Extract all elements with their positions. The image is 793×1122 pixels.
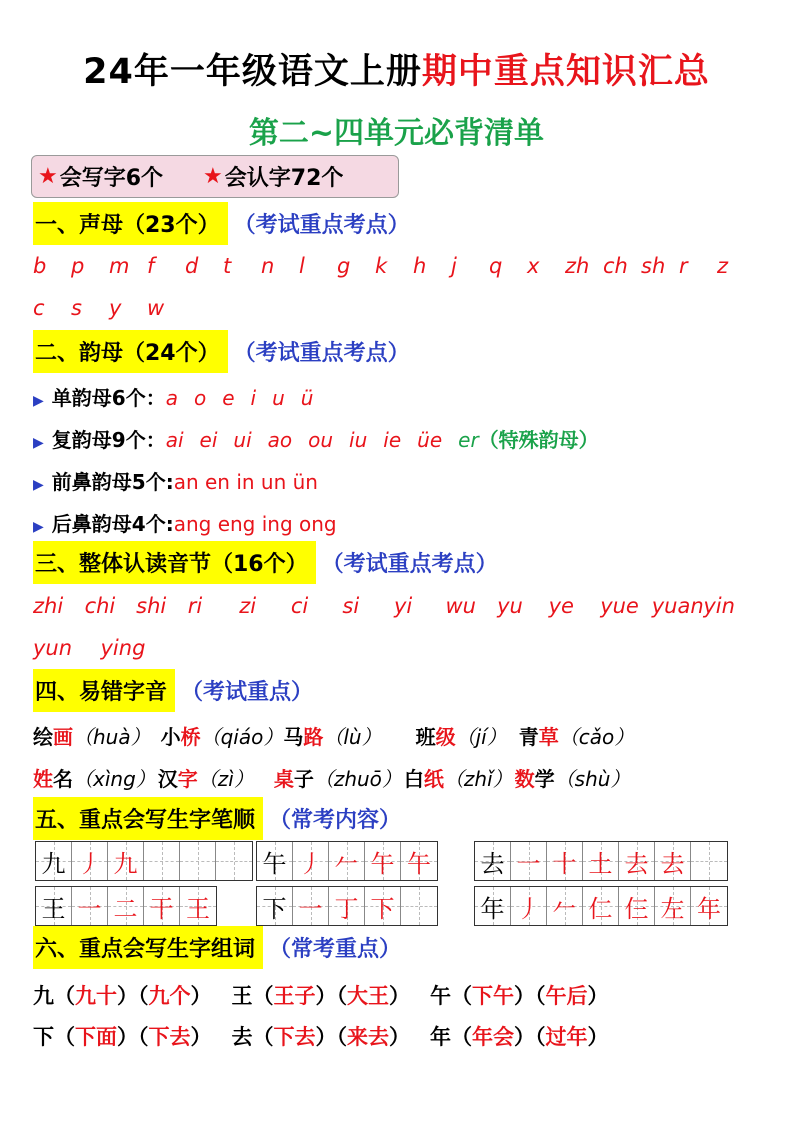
grid-cell [36, 887, 72, 925]
pinyin-item: yun [33, 636, 73, 660]
grid-cell [547, 887, 583, 925]
pinyin-item: n [261, 254, 275, 278]
final-item: üe [417, 428, 443, 452]
pinyin-item: yuan [651, 594, 704, 618]
grid-stroke: 丿 [77, 849, 102, 878]
page-subtitle: 第二~四单元必背清单 [248, 116, 545, 151]
grid-cell [108, 887, 144, 925]
word-char: 王 [231, 984, 253, 1008]
final-item: ai [165, 428, 184, 452]
pinyin-item: ch [603, 254, 628, 278]
word: 过年 [545, 1025, 588, 1049]
errors-line-1 [33, 721, 634, 750]
word-char: 去 [231, 1025, 253, 1049]
error-item [404, 763, 513, 792]
final-item: ü [300, 386, 314, 410]
grid-stroke: 一 [77, 894, 102, 923]
pinyin-item: ye [548, 594, 574, 618]
section-note: （考试重点考点） [321, 552, 498, 577]
grid-cell [475, 842, 511, 880]
word: 下午 [472, 984, 514, 1008]
word-char: 九 [33, 984, 54, 1008]
stroke-grid-qu [474, 841, 728, 881]
grid-cell [401, 887, 437, 925]
initials-line-2 [33, 296, 185, 320]
grid-stroke: 年 [697, 894, 721, 923]
grid-cell [655, 887, 691, 925]
error-pinyin: （huà） [73, 725, 151, 749]
pinyin-item: r [679, 254, 688, 278]
final-item: ei [199, 428, 218, 452]
paren: （ [535, 984, 546, 1008]
error-item [33, 763, 156, 792]
grid-stroke: 下 [370, 894, 395, 923]
paren: （ [535, 1025, 546, 1049]
star-icon: ★ [203, 164, 223, 189]
stroke-grid-nian [474, 886, 728, 926]
error-item [515, 763, 631, 792]
pinyin-item: chi [84, 594, 116, 618]
pinyin-item: yin [703, 594, 735, 618]
section-note: （常考重点） [269, 937, 402, 962]
word-group [232, 1021, 411, 1051]
error-char-highlight: 路 [303, 725, 324, 749]
pinyin-item: ying [100, 636, 146, 660]
error-char-highlight: 级 [435, 725, 456, 749]
grid-stroke: 去 [624, 849, 649, 878]
grid-cell [401, 842, 437, 880]
grid-cell [36, 842, 72, 880]
error-pinyin: （cǎo） [558, 725, 635, 749]
final-item: i [250, 386, 257, 410]
grid-stroke: 𠂉 [334, 849, 359, 878]
initials-line-1 [33, 254, 755, 278]
error-pinyin: （zhuō） [313, 767, 402, 791]
pinyin-item: y [109, 296, 122, 320]
grid-stroke: 丿 [298, 849, 323, 878]
final-item: ao [267, 428, 293, 452]
paren: ） [315, 1025, 337, 1049]
syllables-line-2 [33, 636, 168, 660]
error-char-highlight: 草 [538, 725, 559, 749]
paren: ） [315, 984, 337, 1008]
paren: ） [587, 984, 609, 1008]
paren: （ [252, 1025, 274, 1049]
page-title [0, 44, 793, 94]
finals-front-label: 前鼻韵母5个: [51, 470, 174, 494]
grid-char: 九 [41, 849, 66, 878]
stroke-grid-wang [35, 886, 217, 926]
finals-simple-values [166, 386, 330, 410]
grid-stroke: 午 [370, 849, 395, 878]
grid-cell [329, 842, 365, 880]
finals-front-nasal [33, 466, 318, 495]
error-char-highlight: 数 [514, 767, 535, 791]
word: 午后 [545, 984, 588, 1008]
word: 年会 [472, 1025, 514, 1049]
word-group [430, 1021, 609, 1051]
grid-cell [547, 842, 583, 880]
grid-cell [108, 842, 144, 880]
grid-cell [293, 842, 329, 880]
section-note: （考试重点考点） [233, 213, 410, 238]
pinyin-item: k [375, 254, 388, 278]
error-char-highlight: 画 [53, 725, 73, 749]
errors-line-2 [33, 763, 630, 792]
triangle-bullet-icon: ▶ [33, 519, 44, 535]
error-char: 名 [53, 767, 73, 791]
error-pinyin: （xìng） [73, 767, 156, 791]
final-item: a [165, 386, 178, 410]
error-char-highlight: 桥 [180, 725, 201, 749]
error-item [283, 721, 381, 750]
pinyin-item: z [717, 254, 729, 278]
grid-stroke: 仨 [624, 894, 649, 923]
pinyin-item: si [342, 594, 360, 618]
pinyin-item: ri [187, 594, 203, 618]
grid-cell [365, 887, 401, 925]
grid-cell [144, 887, 180, 925]
grid-cell [691, 842, 727, 880]
triangle-bullet-icon: ▶ [33, 435, 44, 451]
error-char: 子 [293, 767, 314, 791]
grid-cell [257, 887, 293, 925]
grid-cell [180, 842, 216, 880]
pinyin-item: h [413, 254, 427, 278]
final-item: iu [349, 428, 368, 452]
summary-recognize-label: 会认字72个 [224, 166, 344, 191]
paren: （ [451, 984, 472, 1008]
error-char-highlight: 纸 [423, 767, 444, 791]
summary-recognize [203, 161, 343, 192]
grid-stroke: 丁 [334, 894, 359, 923]
triangle-bullet-icon: ▶ [33, 477, 44, 493]
finals-front-values: an en in un ün [173, 470, 318, 494]
grid-cell [180, 887, 216, 925]
syllables-line-1 [33, 594, 755, 618]
error-char-highlight: 字 [177, 767, 198, 791]
finals-compound-label: 复韵母9个： [51, 428, 166, 452]
error-pinyin: （shù） [554, 767, 631, 791]
grid-stroke: 去 [660, 849, 685, 878]
pinyin-item: x [527, 254, 540, 278]
grid-stroke: 王 [186, 894, 210, 923]
summary-box [31, 155, 399, 198]
section-label: 二、韵母（24个） [33, 330, 228, 373]
paren: ） [190, 1025, 212, 1049]
section-errors-header [33, 669, 313, 712]
pinyin-item: ci [290, 594, 309, 618]
grid-char: 去 [480, 849, 505, 878]
paren: （ [451, 1025, 472, 1049]
error-char: 绘 [33, 725, 53, 749]
error-item [416, 721, 507, 750]
pinyin-item: sh [641, 254, 666, 278]
pinyin-item: zh [565, 254, 590, 278]
word-group [430, 980, 609, 1010]
word-char: 午 [430, 984, 451, 1008]
finals-back-label: 后鼻韵母4个: [51, 512, 174, 536]
paren: ） [514, 984, 535, 1008]
paren: （ [138, 984, 149, 1008]
words-line-2 [33, 1021, 629, 1051]
grid-stroke [144, 842, 179, 880]
grid-stroke: 午 [407, 849, 431, 878]
paren: ） [389, 1025, 410, 1049]
error-item [519, 721, 635, 750]
word: 九个 [148, 984, 191, 1008]
section-words-header [33, 926, 401, 969]
error-pinyin: （zì） [197, 767, 254, 791]
pinyin-item: zhi [33, 594, 64, 618]
finals-back-values: ang eng ing ong [173, 512, 337, 536]
word-group [33, 980, 212, 1010]
grid-char: 年 [480, 894, 505, 923]
grid-cell [329, 887, 365, 925]
grid-cell [293, 887, 329, 925]
grid-cell [365, 842, 401, 880]
word-group [232, 980, 411, 1010]
error-char: 小 [160, 725, 181, 749]
pinyin-item: zi [239, 594, 257, 618]
pinyin-item: w [147, 296, 165, 320]
grid-stroke [401, 887, 437, 925]
paren: ） [117, 1025, 138, 1049]
pinyin-item: shi [136, 594, 167, 618]
grid-char: 下 [262, 894, 287, 923]
error-pinyin: （qiáo） [200, 725, 284, 749]
grid-cell [257, 842, 293, 880]
grid-stroke [691, 842, 727, 880]
error-pinyin: （zhǐ） [443, 767, 513, 791]
grid-cell [511, 842, 547, 880]
error-char-highlight: 桌 [273, 767, 294, 791]
word-char: 下 [33, 1025, 54, 1049]
grid-stroke: 一 [298, 894, 323, 923]
section-initials-header [33, 202, 410, 245]
error-char-highlight: 姓 [33, 767, 53, 791]
error-pinyin: （lù） [323, 725, 382, 749]
stroke-grid-jiu [35, 841, 253, 881]
pinyin-item: m [109, 254, 130, 278]
word: 下去 [273, 1025, 316, 1049]
final-item: ui [233, 428, 252, 452]
paren: ） [117, 984, 138, 1008]
final-item: u [272, 386, 285, 410]
section-label: 三、整体认读音节（16个） [33, 541, 316, 584]
pinyin-item: q [489, 254, 503, 278]
paren: （ [336, 984, 347, 1008]
grid-cell [691, 887, 727, 925]
finals-compound [33, 424, 599, 453]
grid-cell [216, 842, 252, 880]
grid-cell [583, 842, 619, 880]
grid-stroke: 二 [113, 894, 138, 923]
error-char: 马 [283, 725, 304, 749]
finals-simple [33, 382, 329, 411]
summary-write [38, 161, 163, 192]
word: 下面 [75, 1025, 117, 1049]
paren: ） [514, 1025, 535, 1049]
paren: （ [336, 1025, 347, 1049]
grid-stroke [180, 842, 215, 880]
grid-stroke: 十 [552, 849, 577, 878]
stroke-grid-wu [256, 841, 438, 881]
final-item: e [222, 386, 235, 410]
title-black: 24年一年级语文上册 [83, 52, 422, 92]
pinyin-item: b [33, 254, 47, 278]
section-label: 五、重点会写生字笔顺 [33, 797, 263, 840]
error-item [33, 721, 151, 750]
finals-back-nasal [33, 508, 337, 537]
section-stroke-header [33, 797, 401, 840]
paren: （ [54, 1025, 75, 1049]
summary-write-label: 会写字6个 [59, 166, 164, 191]
final-item: ou [308, 428, 334, 452]
pinyin-item: c [33, 296, 45, 320]
stroke-grid-xia [256, 886, 438, 926]
pinyin-item: t [223, 254, 232, 278]
grid-cell [144, 842, 180, 880]
words-line-1 [33, 980, 629, 1010]
final-item: ie [383, 428, 402, 452]
word: 大王 [347, 984, 389, 1008]
grid-cell [72, 887, 108, 925]
word: 王子 [273, 984, 316, 1008]
pinyin-item: wu [445, 594, 476, 618]
error-item [158, 763, 254, 792]
finals-compound-values [166, 428, 458, 452]
word: 九十 [75, 984, 117, 1008]
paren: （ [252, 984, 274, 1008]
grid-stroke: 𠂉 [552, 894, 577, 923]
pinyin-item: yi [393, 594, 413, 618]
grid-stroke: 干 [149, 894, 174, 923]
pinyin-item: l [299, 254, 305, 278]
section-label: 四、易错字音 [33, 669, 175, 712]
grid-stroke [216, 842, 252, 880]
section-label: 一、声母（23个） [33, 202, 228, 245]
grid-cell [619, 887, 655, 925]
grid-cell [72, 842, 108, 880]
grid-cell [583, 887, 619, 925]
finals-special: er [458, 428, 479, 452]
grid-char: 午 [262, 849, 287, 878]
star-icon: ★ [38, 164, 58, 189]
section-label: 六、重点会写生字组词 [33, 926, 263, 969]
paren: ） [389, 984, 410, 1008]
grid-char: 王 [41, 894, 66, 923]
grid-stroke: 一 [516, 849, 541, 878]
error-char: 青 [518, 725, 539, 749]
word-group [33, 1021, 212, 1051]
pinyin-item: f [147, 254, 155, 278]
paren: ） [190, 984, 212, 1008]
word: 下去 [148, 1025, 191, 1049]
pinyin-item: j [451, 254, 457, 278]
paren: （ [54, 984, 75, 1008]
grid-stroke: 仁 [588, 894, 613, 923]
pinyin-item: d [185, 254, 199, 278]
error-char: 学 [534, 767, 555, 791]
grid-stroke: 九 [113, 849, 138, 878]
grid-cell [655, 842, 691, 880]
paren: ） [587, 1025, 609, 1049]
grid-stroke: 丿 [516, 894, 541, 923]
grid-stroke: 左 [660, 894, 685, 923]
error-item [274, 763, 402, 792]
paren: （ [138, 1025, 149, 1049]
pinyin-item: yu [497, 594, 523, 618]
grid-cell [475, 887, 511, 925]
grid-cell [619, 842, 655, 880]
pinyin-item: g [337, 254, 351, 278]
word: 来去 [347, 1025, 389, 1049]
section-syllables-header [33, 541, 498, 584]
section-note: （常考内容） [269, 808, 402, 833]
error-pinyin: （jí） [455, 725, 507, 749]
error-char: 汉 [157, 767, 178, 791]
error-item [161, 721, 284, 750]
section-note: （考试重点） [181, 680, 314, 705]
grid-stroke: 土 [588, 849, 613, 878]
error-char: 班 [415, 725, 436, 749]
triangle-bullet-icon: ▶ [33, 393, 44, 409]
finals-simple-label: 单韵母6个： [51, 386, 166, 410]
section-note: （考试重点考点） [233, 341, 410, 366]
word-char: 年 [430, 1025, 451, 1049]
finals-special-note: （特殊韵母） [478, 428, 599, 452]
final-item: o [193, 386, 207, 410]
grid-cell [511, 887, 547, 925]
section-finals-header [33, 330, 410, 373]
error-char: 白 [403, 767, 424, 791]
pinyin-item: s [71, 296, 82, 320]
title-red: 期中重点知识汇总 [421, 52, 710, 92]
pinyin-item: yue [600, 594, 639, 618]
pinyin-item: p [71, 254, 85, 278]
